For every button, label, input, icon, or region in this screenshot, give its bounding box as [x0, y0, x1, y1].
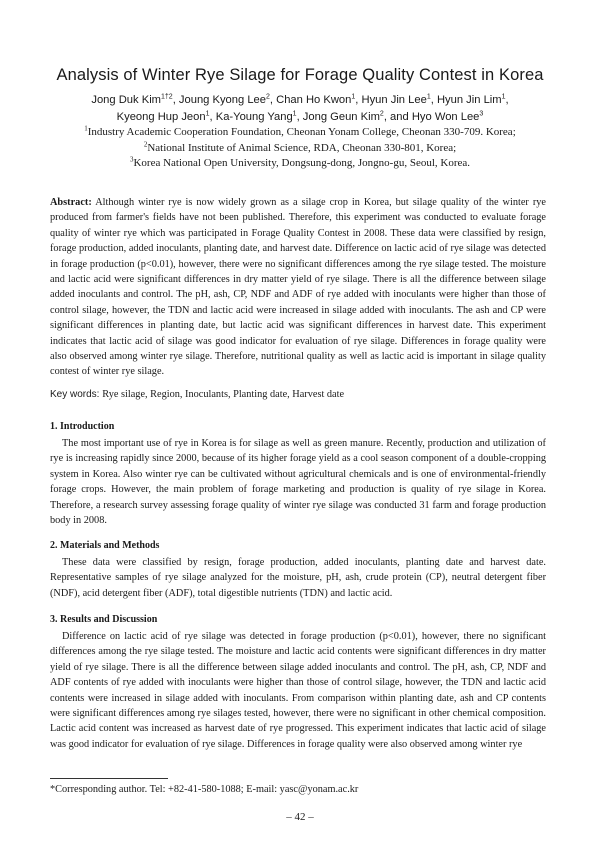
abstract-text: Although winter rye is now widely grown as a silage crop in Korea, but silage quality of the winter rye produced from farmer's fields have not been published. Therefore, this experiment was conducted to evaluate forage quality of winter rye which was participated in Forage Quality Contest in 2008. These data were classified by resign, forage production, added inoculants, planting date, and harvest date. Difference on lactic acid of rye silage was detected in forage production (p<0.01), however, there were no significant differences among the rye silage tested. The moisture and lactic acid were significant differences in dry matter yield of rye silage. There is all the difference between silage added inoculants and control. The pH, ash, CP, NDF and ADF of rye added with inoculants were higher than those of control silage, however, the TDN and lactic acid were increased in silage added with inoculants. The ash and CP were significant differences in planting date, but lactic acid was significant differences in harvest date. This experiment indicates that lactic acid of silage was good indicator for evaluation of rye silage. Differences in forage quality were also observed among winter rye silage. Therefore, nutritional quality as well as lactic acid is important in silage quality contest of winter rye silage.	[50, 197, 546, 378]
author-name: Ka-Young Yang	[215, 111, 293, 123]
author-name: Jong Geun Kim	[302, 111, 380, 123]
keywords-text: Rye silage, Region, Inoculants, Planting date, Harvest date	[102, 389, 345, 400]
section-text-materials-methods: These data were classified by resign, forage production, added inoculants, planting date and harvest date. Representative samples of rye silage analyzed for the moisture, pH, ash, crude protein (CP), neutral detergent fiber (NDF), acid detergent fiber (ADF), total digestible nutrients (TDN) and lactic acid.	[50, 557, 546, 599]
affiliation-2	[30, 141, 570, 155]
paper-title: Analysis of Winter Rye Silage for Forage Quality Contest in Korea	[56, 66, 544, 84]
affiliation-text: Korea National Open University, Dongsung-dong, Jongno-gu, Seoul, Korea.	[133, 157, 471, 169]
corresponding-author-footnote: *Corresponding author. Tel: +82-41-580-1088; E-mail: yasc@yonam.ac.kr	[50, 784, 359, 795]
author-name: Hyun Jin Lee	[361, 94, 427, 106]
author-name: Hyo Won Lee	[411, 111, 480, 123]
page-number: – 42 –	[286, 811, 314, 823]
author-name: Jong Duk Kim	[91, 94, 161, 106]
author-list-line-2: Kyeong Hup Jeon$^1$, Ka-Young Yang$^1$, Jong Geun Kim$^2$, and Hyo Won Lee$^3$	[116, 110, 484, 123]
author-affiliation-mark: 1	[292, 110, 297, 118]
author-affiliation-mark: 1	[205, 110, 210, 118]
section-heading-materials-methods: 2. Materials and Methods	[50, 540, 160, 551]
abstract-label: Abstract:	[50, 197, 92, 208]
affiliation-text: National Institute of Animal Science, RDA, Cheonan 330-801, Korea;	[147, 142, 457, 154]
section-heading-results-discussion: 3. Results and Discussion	[50, 614, 158, 625]
author-affiliation-mark: 1†2	[161, 93, 173, 101]
affiliation-text: Industry Academic Cooperation Foundation, Cheonan Yonam College, Cheonan 330-709. Korea;	[87, 126, 516, 138]
section-text-results-discussion: Difference on lactic acid of rye silage was detected in forage production (p<0.01), however, there no significant differences among the rye silage tested. The moisture and lactic acid contents were significant differences in dry matter yield of rye silage. There is all the difference between silage added inoculants and control. The pH, ash, CP, NDF and ADF contents of rye added with inoculants were higher than those of control silage, however, the TDN and lactic acid contents were increased in silage added with inoculants. From comparison within planting date, ash and CP contents were significant differences among rye silages tested, however, there were no significant in other chemical composition. Lactic acid content was increased as harvest date of rye progressed. This experiment indicates that lactic acid of silage was good indicator for evaluation of rye silage. Differences in forage quality were also observed among winter rye	[50, 631, 546, 750]
author-name: Joung Kyong Lee	[178, 94, 266, 106]
keywords	[50, 387, 546, 402]
author-name: Kyeong Hup Jeon	[116, 111, 206, 123]
author-affiliation-mark: 2	[379, 110, 384, 118]
affiliation-1	[30, 125, 570, 139]
section-text-introduction: The most important use of rye in Korea is for silage as well as green manure. Recently, production and utilization of rye is increasing rapidly since 2000, because of its higher forage yield as a cool season component of a double-cropping system in Korea. Also winter rye can be cultivated without agricultural chemicals and is one of environmental-friendly forage crops. However, the main problem of forage marketing and production is quality of rye silage in Korea. Therefore, a research survey assessing forage quality of winter rye silage was conducted 31 farm and forage production body in 2008.	[50, 438, 546, 527]
author-affiliation-mark: 3	[479, 110, 484, 118]
footnote-divider	[50, 778, 168, 779]
author-affiliation-mark: 2	[266, 93, 270, 101]
keywords-label: Key words:	[50, 389, 100, 400]
author-affiliation-mark: 1	[426, 93, 431, 101]
affiliation-number: 3	[129, 155, 134, 164]
author-affiliation-mark: 1	[501, 93, 506, 101]
affiliation-number: 2	[143, 140, 148, 149]
author-name: Hyun Jin Lim	[436, 94, 502, 106]
affiliation-number: 1	[84, 124, 88, 133]
abstract	[50, 195, 546, 380]
author-name: Chan Ho Kwon	[276, 94, 352, 106]
author-affiliation-mark: 1	[351, 93, 356, 101]
section-heading-introduction: 1. Introduction	[50, 421, 115, 432]
author-list-line-1: Jong Duk Kim$^{1\dagger 2}$, Joung Kyong Lee$^2$, Chan Ho Kwon$^1$, Hyun Jin Lee$^1$, Hyun Jin Lim$^1$,	[91, 93, 509, 106]
affiliation-3	[30, 156, 570, 170]
